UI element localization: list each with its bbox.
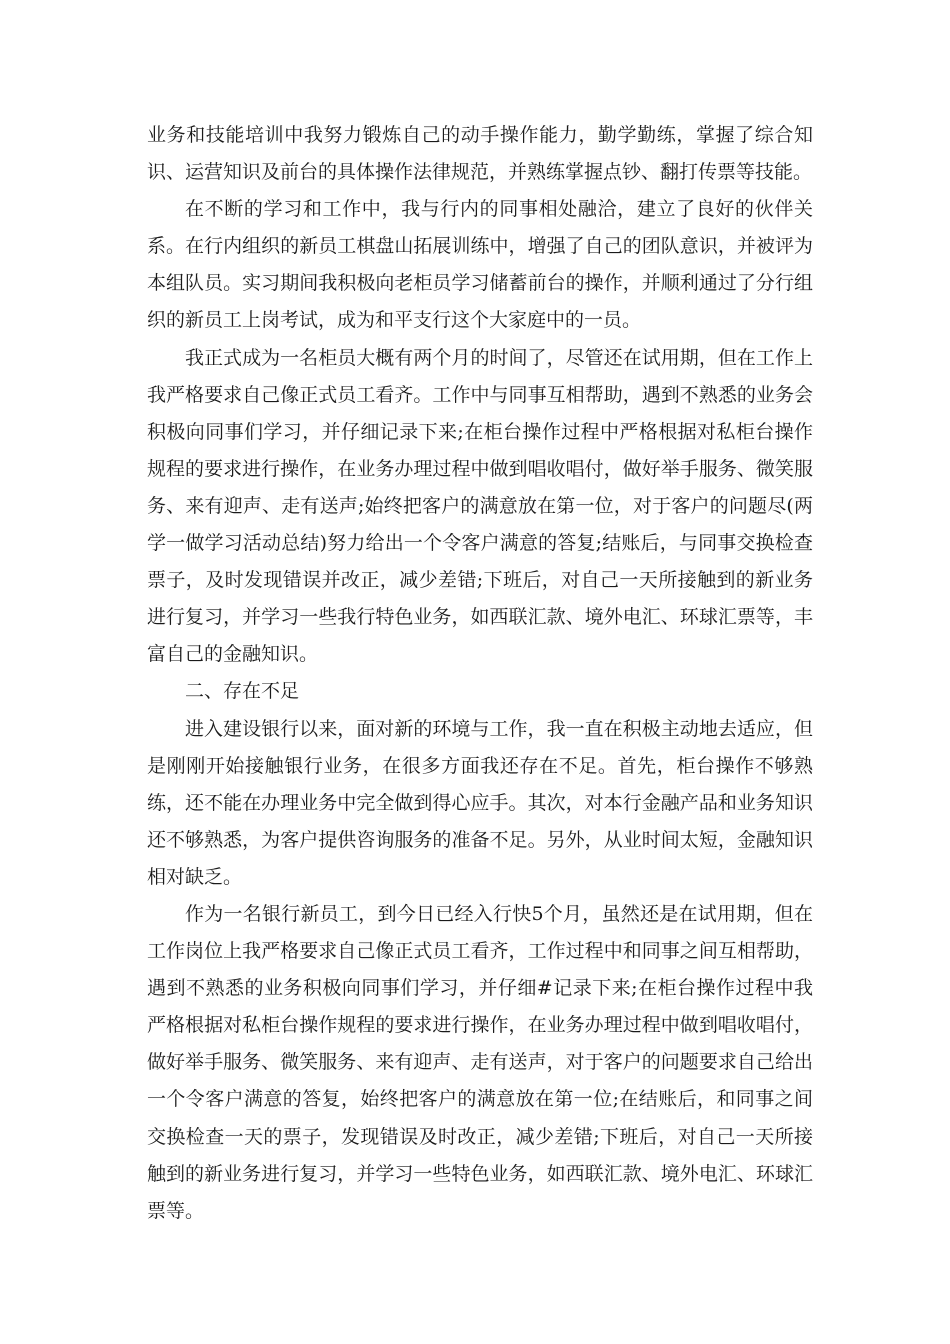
paragraph-new-employee: 作为一名银行新员工，到今日已经入行快5个月，虽然还是在试用期，但在工作岗位上我严格要求自己像正式员工看齐，工作过程中和同事之间互相帮助，遇到不熟悉的业务积极向同事们学习，并仔细#记录下来;在柜台操作过程中我严格根据对私柜台操作规程的要求进行操作，在业务办理过程中做到唱收唱付，做好举手服务、微笑服务、来有迎声、走有送声，对于客户的问题要求自己给出一个令客户满意的答复，始终把客户的满意放在第一位;在结账后，和同事之间交换检查一天的票子，发现错误及时改正，减少差错;下班后，对自己一天所接触到的新业务进行复习，并学习一些特色业务，如西联汇款、境外电汇、环球汇票等。 [147,902,813,1222]
paragraph-continuation: 业务和技能培训中我努力锻炼自己的动手操作能力，勤学勤练，掌握了综合知识、运营知识及前台的具体操作法律规范，并熟练掌握点钞、翻打传票等技能。 [147,124,813,184]
paragraph-colleague-relations: 在不断的学习和工作中，我与行内的同事相处融洽，建立了良好的伙伴关系。在行内组织的新员工棋盘山拓展训练中，增强了自己的团队意识，并被评为本组队员。实习期间我积极向老柜员学习储蓄前台的操作，并顺利通过了分行组织的新员工上岗考试，成为和平支行这个大家庭中的一员。 [147,198,813,332]
paragraph-shortcomings: 进入建设银行以来，面对新的环境与工作，我一直在积极主动地去适应，但是刚刚开始接触银行业务，在很多方面我还存在不足。首先，柜台操作不够熟练，还不能在办理业务中完全做到得心应手。其次，对本行金融产品和业务知识还不够熟悉，为客户提供咨询服务的准备不足。另外，从业时间太短，金融知识相对缺乏。 [147,717,813,888]
document-body [147,117,813,1230]
paragraph-teller-work: 我正式成为一名柜员大概有两个月的时间了，尽管还在试用期，但在工作上我严格要求自己像正式员工看齐。工作中与同事互相帮助，遇到不熟悉的业务会积极向同事们学习，并仔细记录下来;在柜台操作过程中严格根据对私柜台操作规程的要求进行操作，在业务办理过程中做到唱收唱付，做好举手服务、微笑服务、来有迎声、走有送声;始终把客户的满意放在第一位，对于客户的问题尽(两学一做学习活动总结)努力给出一个令客户满意的答复;结账后，与同事交换检查票子，及时发现错误并改正，减少差错;下班后，对自己一天所接触到的新业务进行复习，并学习一些我行特色业务，如西联汇款、境外电汇、环球汇票等，丰富自己的金融知识。 [147,346,813,666]
section-heading-shortcomings: 二、存在不足 [185,680,300,703]
